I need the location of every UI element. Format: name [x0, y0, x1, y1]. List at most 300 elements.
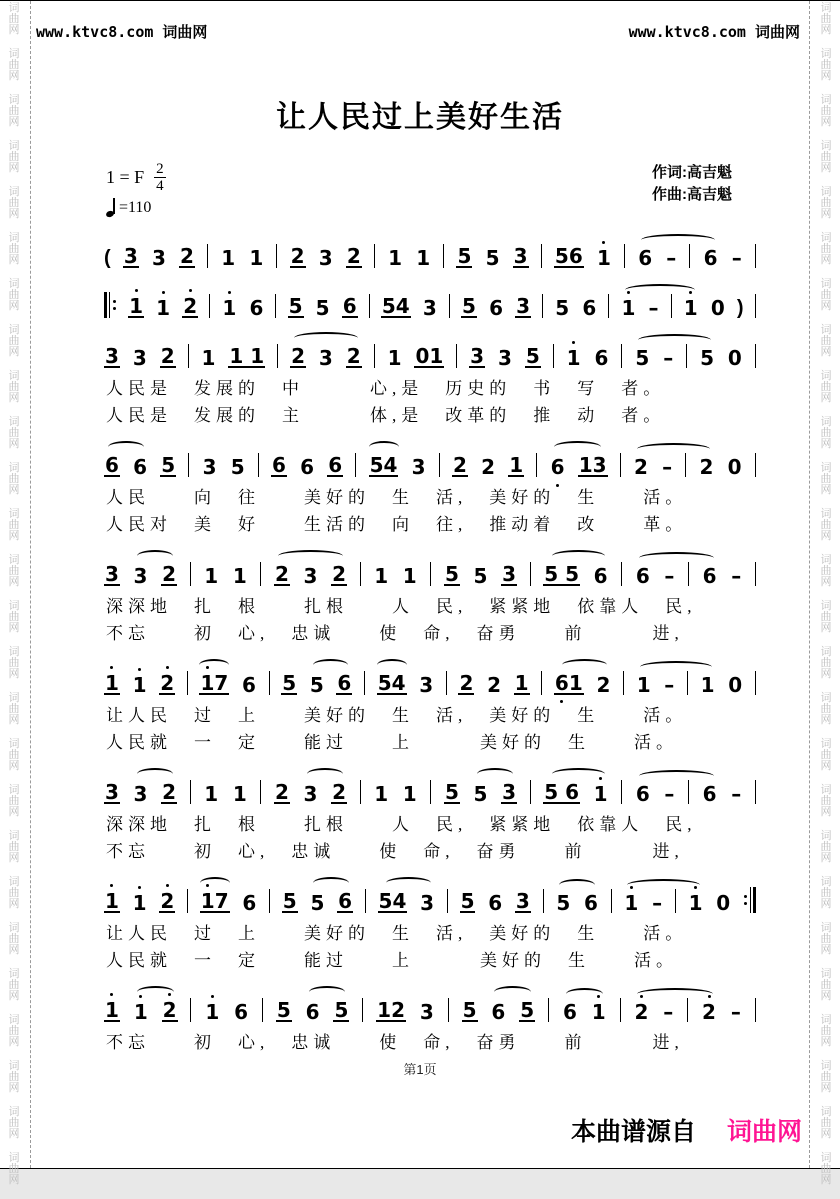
- lyric-line: 人民就 一 定 能过 上 美好的 生 活。: [106, 733, 678, 752]
- note-digit: 5: [444, 780, 459, 804]
- watermark-char: 词: [8, 324, 20, 336]
- barline: [365, 889, 366, 913]
- note: [373, 784, 389, 804]
- note: [593, 784, 609, 804]
- note: [485, 248, 501, 268]
- watermark-char: 词: [8, 922, 20, 934]
- note-digit: 6: [249, 296, 264, 320]
- note: [309, 893, 325, 913]
- note-digit: 3: [105, 344, 119, 368]
- watermark-group: [818, 601, 834, 634]
- octave-dot-high: [228, 291, 231, 294]
- barline: [548, 998, 549, 1022]
- slur-arc: [477, 768, 513, 780]
- watermark-char: 词: [8, 1060, 20, 1072]
- watermark-char: 网: [820, 116, 832, 128]
- source-site-link[interactable]: 词曲网: [726, 1118, 802, 1146]
- watermark-char: 网: [8, 990, 20, 1002]
- note-digit: 1: [374, 782, 389, 806]
- barline: [447, 889, 448, 913]
- watermark-group: [6, 739, 22, 772]
- note-digit: 5: [700, 346, 714, 370]
- note: [133, 566, 149, 586]
- lyric-line: 人民 向 往 美好的 生 活, 美好的 生 活。: [106, 488, 688, 507]
- watermark-group: [818, 785, 834, 818]
- watermark-group: [818, 233, 834, 266]
- watermark-char: 词: [8, 968, 20, 980]
- octave-dot-high: [166, 666, 169, 669]
- note-digit: 6: [565, 780, 580, 804]
- watermark-char: 曲: [820, 979, 832, 991]
- note-digit: 5: [565, 562, 580, 586]
- slur-arc: [640, 661, 712, 673]
- note-digit: 1: [134, 1002, 148, 1022]
- lyric-line: 不忘 初 心, 忠诚 使 命, 奋勇 前 进,: [106, 624, 684, 643]
- note: [402, 566, 418, 586]
- note: [419, 1002, 435, 1022]
- note-digit: 1: [204, 564, 219, 588]
- note-digit: 6: [488, 891, 503, 915]
- note: [200, 891, 230, 913]
- watermark-char: 网: [820, 208, 832, 220]
- note-digit: 5: [282, 889, 297, 913]
- barline: [260, 562, 261, 586]
- watermark-char: 词: [8, 94, 20, 106]
- dash-extension: [730, 1002, 742, 1022]
- credits-block: [652, 162, 732, 206]
- slur-arc: [494, 986, 531, 998]
- watermark-char: 词: [8, 876, 20, 888]
- note-digit: 5: [444, 562, 459, 586]
- note: [688, 893, 704, 913]
- note-digit: 6: [584, 891, 598, 915]
- dash-extension: [662, 1002, 674, 1022]
- barline: [360, 780, 361, 804]
- note-digit: 5: [555, 296, 570, 320]
- note-digit: 6: [342, 294, 357, 318]
- note: [160, 346, 176, 368]
- slur-arc: [309, 986, 345, 998]
- note-digit: 5: [381, 294, 396, 318]
- note-digit: 6: [133, 455, 148, 479]
- note-digit: 3: [303, 782, 318, 806]
- composer-credit: 作曲:高吉魁: [652, 186, 732, 203]
- watermark-group: [6, 233, 22, 266]
- note: [274, 564, 290, 586]
- watermark-char: 词: [820, 1060, 832, 1072]
- note-digit: 1: [129, 296, 143, 316]
- note: [248, 248, 264, 268]
- note: [204, 1002, 220, 1022]
- note: [515, 296, 531, 318]
- note: [104, 455, 120, 477]
- note-digit: 2: [391, 998, 406, 1022]
- watermark-char: 词: [8, 278, 20, 290]
- watermark-char: 词: [820, 876, 832, 888]
- note: [469, 346, 485, 368]
- note: [490, 1002, 506, 1022]
- barline: [542, 294, 543, 318]
- watermark-char: 网: [8, 24, 20, 36]
- slur-arc: [369, 441, 399, 453]
- watermark-char: 词: [820, 554, 832, 566]
- note: [155, 298, 171, 318]
- site-watermark-right: www.ktvc8.com 词曲网: [628, 23, 800, 41]
- watermark-group: [6, 555, 22, 588]
- notation-line: [104, 227, 756, 275]
- note-digit: 6: [551, 457, 565, 477]
- watermark-char: 词: [820, 140, 832, 152]
- note: [221, 298, 237, 318]
- watermark-char: 曲: [8, 381, 20, 393]
- watermark-group: [6, 325, 22, 358]
- note-digit: –: [664, 673, 675, 697]
- note: [201, 348, 217, 368]
- note: [132, 675, 148, 695]
- watermark-group: [6, 463, 22, 496]
- note: [104, 891, 120, 913]
- note-digit: 2: [291, 344, 305, 368]
- score: [104, 227, 756, 1056]
- note-digit: 3: [498, 346, 512, 370]
- note: [501, 564, 517, 586]
- watermark-char: 词: [8, 140, 20, 152]
- note-digit: –: [652, 891, 663, 915]
- watermark-char: 曲: [820, 381, 832, 393]
- note: [578, 455, 608, 477]
- barline: [686, 344, 687, 368]
- notation-line: [104, 763, 756, 811]
- watermark-char: 曲: [820, 473, 832, 485]
- watermark-char: 词: [820, 1014, 832, 1026]
- note: [337, 891, 353, 913]
- note: [378, 891, 408, 913]
- note-digit: 4: [383, 453, 398, 477]
- note: [182, 296, 198, 318]
- slur-arc: [199, 659, 229, 671]
- watermark-char: 词: [8, 186, 20, 198]
- watermark-char: 网: [820, 668, 832, 680]
- dash-extension: [730, 566, 742, 586]
- watermark-group: [6, 1153, 22, 1186]
- parenthesis: (: [104, 247, 111, 269]
- watermark-group: [818, 3, 834, 36]
- slur-arc: [552, 550, 605, 562]
- note-digit: 1: [592, 1002, 606, 1022]
- watermark-group: [6, 95, 22, 128]
- watermark-char: 网: [820, 760, 832, 772]
- note: [160, 455, 176, 477]
- octave-dot-high: [166, 884, 169, 887]
- watermark-char: 曲: [8, 887, 20, 899]
- watermark-char: 曲: [820, 565, 832, 577]
- note-digit: 7: [214, 671, 229, 695]
- note-digit: 1: [221, 246, 236, 270]
- note-digit: 1: [249, 246, 264, 270]
- note-digit: 1: [402, 782, 417, 806]
- slur-arc: [307, 768, 343, 780]
- slur-arc: [108, 441, 144, 453]
- note-digit: 3: [515, 889, 530, 913]
- barline: [536, 453, 537, 477]
- watermark-char: 网: [820, 714, 832, 726]
- watermark-group: [6, 647, 22, 680]
- barline: [188, 453, 189, 477]
- watermark-group: [6, 3, 22, 36]
- watermark-char: 曲: [8, 151, 20, 163]
- note-digit: 1: [250, 344, 265, 368]
- note: [228, 346, 265, 368]
- note-digit: 3: [502, 780, 516, 804]
- watermark-group: [6, 187, 22, 220]
- note-digit: 6: [635, 782, 650, 806]
- note: [633, 457, 649, 477]
- octave-dot-high: [138, 668, 141, 671]
- note: [596, 248, 612, 268]
- note-digit: 2: [160, 344, 175, 368]
- music-system: [104, 277, 756, 325]
- watermark-char: 词: [820, 968, 832, 980]
- notation-line: [104, 436, 756, 484]
- watermark-char: 词: [820, 646, 832, 658]
- note: [288, 296, 304, 318]
- top-watermark-bar: [0, 1, 840, 42]
- note-digit: 1: [514, 671, 529, 695]
- watermark-char: 曲: [820, 657, 832, 669]
- note-digit: –: [664, 564, 675, 588]
- source-credit-text: 本曲谱源自: [571, 1118, 697, 1146]
- note: [151, 248, 167, 268]
- site-watermark-left: www.ktvc8.com 词曲网: [36, 23, 208, 41]
- watermark-char: 词: [820, 738, 832, 750]
- watermark-char: 网: [8, 392, 20, 404]
- watermark-char: 词: [8, 370, 20, 382]
- tempo-value: =110: [119, 199, 152, 216]
- dash-extension: [663, 784, 675, 804]
- note-digit: 3: [133, 564, 148, 588]
- note-digit: 4: [391, 671, 406, 695]
- note-digit: 5: [473, 782, 488, 806]
- watermark-char: 网: [8, 1082, 20, 1094]
- octave-dot-low: [556, 484, 559, 487]
- note: [699, 348, 715, 368]
- watermark-char: 词: [820, 692, 832, 704]
- note-digit: 6: [234, 1000, 249, 1024]
- note-digit: 5: [473, 564, 488, 588]
- octave-dot-high: [211, 995, 214, 998]
- dash-extension: [648, 298, 660, 318]
- note: [514, 673, 530, 695]
- barline: [755, 998, 756, 1022]
- barline: [621, 562, 622, 586]
- note-digit: 6: [242, 891, 257, 915]
- note-digit: 3: [132, 346, 147, 370]
- note: [162, 1000, 178, 1022]
- barline: [374, 244, 375, 268]
- watermark-char: 词: [820, 462, 832, 474]
- watermark-char: 网: [8, 576, 20, 588]
- barline: [448, 998, 449, 1022]
- note: [342, 296, 358, 318]
- note-digit: –: [663, 1000, 674, 1024]
- note-digit: 1: [700, 673, 715, 697]
- watermark-char: 网: [820, 24, 832, 36]
- note: [550, 457, 566, 477]
- repeat-end-sign: [743, 887, 756, 913]
- note-digit: 2: [274, 780, 289, 804]
- barline: [541, 671, 542, 695]
- note: [346, 346, 362, 368]
- note: [702, 784, 718, 804]
- watermark-group: [818, 95, 834, 128]
- note: [414, 346, 444, 368]
- note-digit: 2: [183, 296, 197, 316]
- note-digit: 1: [624, 893, 638, 913]
- watermark-char: 词: [820, 186, 832, 198]
- watermark-char: 网: [820, 70, 832, 82]
- note: [593, 566, 609, 586]
- note: [303, 566, 319, 586]
- barline: [187, 671, 188, 695]
- note: [161, 782, 177, 804]
- watermark-char: 词: [8, 738, 20, 750]
- note-digit: 5: [544, 562, 559, 586]
- note: [402, 784, 418, 804]
- note: [636, 675, 652, 695]
- watermark-char: 词: [8, 646, 20, 658]
- note-digit: 3: [151, 246, 166, 270]
- note-digit: 2: [160, 673, 174, 693]
- watermark-char: 网: [820, 576, 832, 588]
- note-digit: 6: [703, 246, 718, 270]
- meta-row: [106, 162, 732, 217]
- rest-note: [727, 675, 743, 695]
- slur-arc: [637, 988, 713, 1000]
- slur-arc: [554, 441, 601, 453]
- barline: [688, 562, 689, 586]
- barline: [362, 998, 363, 1022]
- watermark-char: 曲: [820, 519, 832, 531]
- note-digit: 2: [332, 562, 346, 586]
- barline: [675, 889, 676, 913]
- note: [595, 675, 611, 695]
- barline: [530, 780, 531, 804]
- barline: [360, 562, 361, 586]
- note-digit: 3: [419, 673, 434, 697]
- music-system: [104, 981, 756, 1056]
- watermark-char: 网: [820, 1128, 832, 1140]
- watermark-char: 曲: [8, 335, 20, 347]
- note: [373, 566, 389, 586]
- note-digit: 3: [470, 344, 485, 368]
- note-digit: 1: [201, 891, 215, 911]
- note: [230, 457, 246, 477]
- watermark-char: 网: [8, 484, 20, 496]
- note-digit: 0: [716, 891, 731, 915]
- watermark-group: [818, 371, 834, 404]
- watermark-group: [6, 1107, 22, 1140]
- note: [497, 348, 513, 368]
- note: [591, 1002, 607, 1022]
- barline: [446, 671, 447, 695]
- watermark-group: [818, 969, 834, 1002]
- barline: [269, 889, 270, 913]
- note-digit: 6: [568, 244, 583, 268]
- watermark-char: 网: [820, 898, 832, 910]
- note: [415, 248, 431, 268]
- watermark-char: 网: [820, 392, 832, 404]
- note: [281, 673, 297, 695]
- music-system: [104, 763, 756, 865]
- slur-arc: [313, 877, 349, 889]
- watermark-char: 曲: [820, 1025, 832, 1037]
- watermark-char: 词: [820, 1106, 832, 1118]
- notation-line: [104, 277, 756, 325]
- note-digit: 0: [727, 346, 742, 370]
- note-digit: 6: [555, 673, 569, 693]
- watermark-char: 曲: [820, 841, 832, 853]
- octave-dot-high: [602, 241, 605, 244]
- time-signature: [154, 162, 166, 193]
- barline: [623, 671, 624, 695]
- repeat-begin-sign: [104, 292, 117, 318]
- barline: [269, 671, 270, 695]
- note: [411, 457, 427, 477]
- note: [683, 298, 699, 318]
- note: [462, 1000, 478, 1022]
- note-digit: 2: [452, 453, 467, 477]
- watermark-char: 曲: [8, 657, 20, 669]
- slur-arc: [200, 877, 230, 889]
- watermark-char: 网: [820, 990, 832, 1002]
- note-digit: 2: [487, 673, 501, 697]
- note: [315, 298, 331, 318]
- barline: [262, 998, 263, 1022]
- note-digit: 5: [369, 453, 384, 477]
- note: [566, 348, 582, 368]
- note: [233, 1002, 249, 1022]
- barline: [190, 562, 191, 586]
- note-digit: 3: [202, 455, 217, 479]
- note: [543, 564, 580, 586]
- barline: [755, 671, 756, 695]
- note: [635, 784, 651, 804]
- barline: [755, 453, 756, 477]
- watermark-group: [818, 923, 834, 956]
- note-digit: 3: [419, 1000, 434, 1024]
- note: [444, 564, 460, 586]
- note-digit: 3: [318, 246, 333, 270]
- barline: [188, 344, 189, 368]
- watermark-char: 词: [8, 692, 20, 704]
- note-digit: 5: [460, 889, 475, 913]
- watermark-char: 网: [820, 1036, 832, 1048]
- note-digit: 5: [315, 296, 330, 320]
- watermark-group: [6, 141, 22, 174]
- watermark-char: 网: [8, 1128, 20, 1140]
- watermark-group: [818, 187, 834, 220]
- slur-arc: [559, 879, 595, 891]
- octave-dot-high: [110, 884, 113, 887]
- watermark-char: 网: [820, 254, 832, 266]
- barline: [430, 780, 431, 804]
- note-digit: 6: [491, 1000, 506, 1024]
- watermark-char: 曲: [8, 473, 20, 485]
- lyric-line: 深深地 扎 根 扎根 人 民, 紧紧地 依靠人 民,: [106, 815, 697, 834]
- watermark-char: 曲: [820, 151, 832, 163]
- octave-dot-high: [189, 289, 192, 292]
- octave-dot-high: [110, 993, 113, 996]
